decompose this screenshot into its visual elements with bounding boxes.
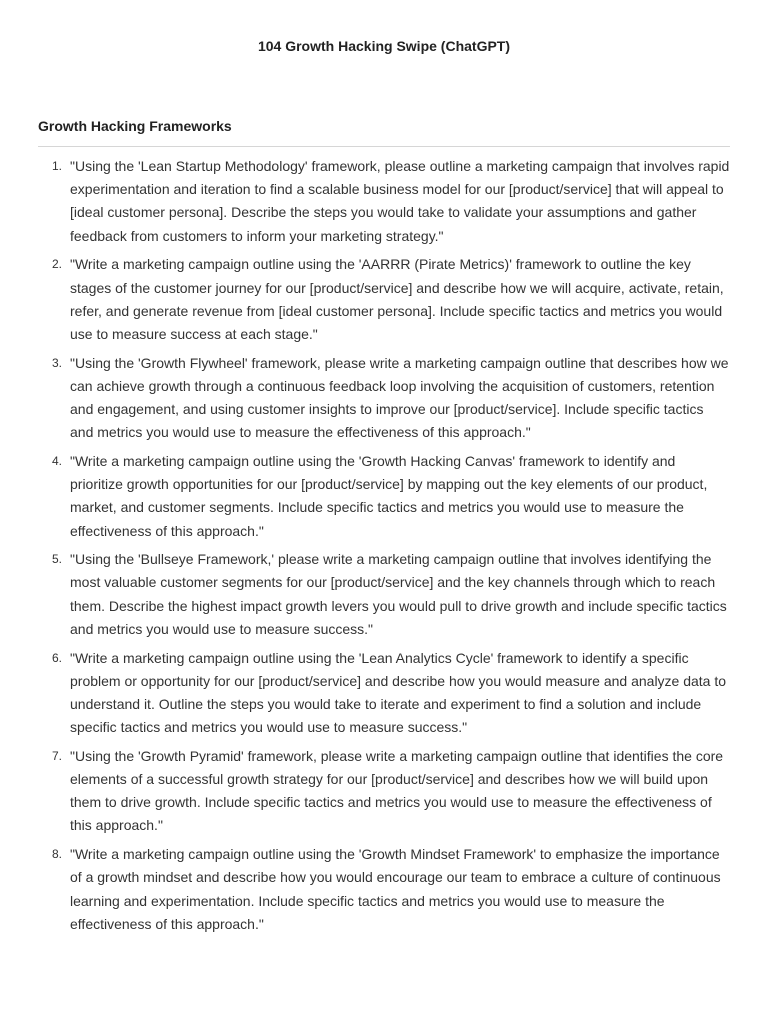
list-item xyxy=(38,548,730,641)
list-item xyxy=(38,450,730,543)
list-item-number: 3. xyxy=(51,355,62,370)
prompt-list xyxy=(38,155,730,942)
list-item-number: 8. xyxy=(51,847,62,862)
list-item-number: 4. xyxy=(51,453,62,468)
document-title: 104 Growth Hacking Swipe (ChatGPT) xyxy=(257,38,511,54)
list-item-number: 7. xyxy=(51,748,62,763)
list-item xyxy=(38,352,730,445)
list-item xyxy=(38,253,730,346)
list-item-text: "Write a marketing campaign outline using the 'Growth Hacking Canvas' framework to identify and prioritize growth opportunities for our [product/service] by mapping out the key elements of our product, market, and customer segments. Include specific tactics and metrics you would use to measure the effectiveness of this approach." xyxy=(70,452,708,539)
list-item xyxy=(38,155,730,248)
list-item-number: 5. xyxy=(51,552,62,567)
list-item-text: "Using the 'Bullseye Framework,' please write a marketing campaign outline that involves identifying the most valuable customer segments for our [product/service] and the key channels through which to reach them. Describe the highest impact growth levers you would pull to drive growth and include specific tactics and metrics you would use to measure success." xyxy=(70,551,727,637)
list-item xyxy=(38,843,730,936)
section-divider xyxy=(38,146,730,147)
section-heading: Growth Hacking Frameworks xyxy=(38,118,232,134)
list-item-text: "Write a marketing campaign outline using the 'Lean Analytics Cycle' framework to identify a specific problem or opportunity for our [product/service] and describe how you would measure and analyze data to understand it. Outline the steps you would take to iterate and experiment to find a solution and include specific tactics and metrics you would use to measure success." xyxy=(70,649,727,736)
list-item xyxy=(38,745,730,838)
list-item-text: "Using the 'Growth Flywheel' framework, please write a marketing campaign outline that describes how we can achieve growth through a continuous feedback loop involving the acquisition of customers, retention and engagement, and using customer insights to improve our [product/service]. Include specific tactics and metrics you would use to measure the effectiveness of this approach." xyxy=(70,354,729,441)
list-item xyxy=(38,647,730,740)
list-item-text: "Using the 'Growth Pyramid' framework, please write a marketing campaign outline that identifies the core elements of a successful growth strategy for our [product/service] and describes how we will build upon them to drive growth. Include specific tactics and metrics you would use to measure the effectiveness of this approach." xyxy=(70,747,724,834)
list-item-text: "Write a marketing campaign outline using the 'AARRR (Pirate Metrics)' framework to outline the key stages of the customer journey for our [product/service] and describe how we will acquire, activate, retain, refer, and generate revenue from [ideal customer persona]. Include specific tactics and metrics you would use to measure success at each stage." xyxy=(70,256,724,342)
list-item-number: 1. xyxy=(51,159,62,173)
list-item-text: "Using the 'Lean Startup Methodology' framework, please outline a marketing campaign that involves rapid experimentation and iteration to find a scalable business model for our [product/service] that will appeal to [ideal customer persona]. Describe the steps you would take to validate your assumptions and gather feedback from customers to inform your marketing strategy." xyxy=(70,158,730,244)
list-item-text: "Write a marketing campaign outline using the 'Growth Mindset Framework' to emphasize the importance of a growth mindset and describe how you would encourage our team to embrace a culture of continuous learning and experimentation. Include specific tactics and metrics you would use to measure the effectiveness of this approach." xyxy=(70,846,721,932)
list-item-number: 6. xyxy=(51,650,62,665)
list-item-number: 2. xyxy=(51,257,62,272)
